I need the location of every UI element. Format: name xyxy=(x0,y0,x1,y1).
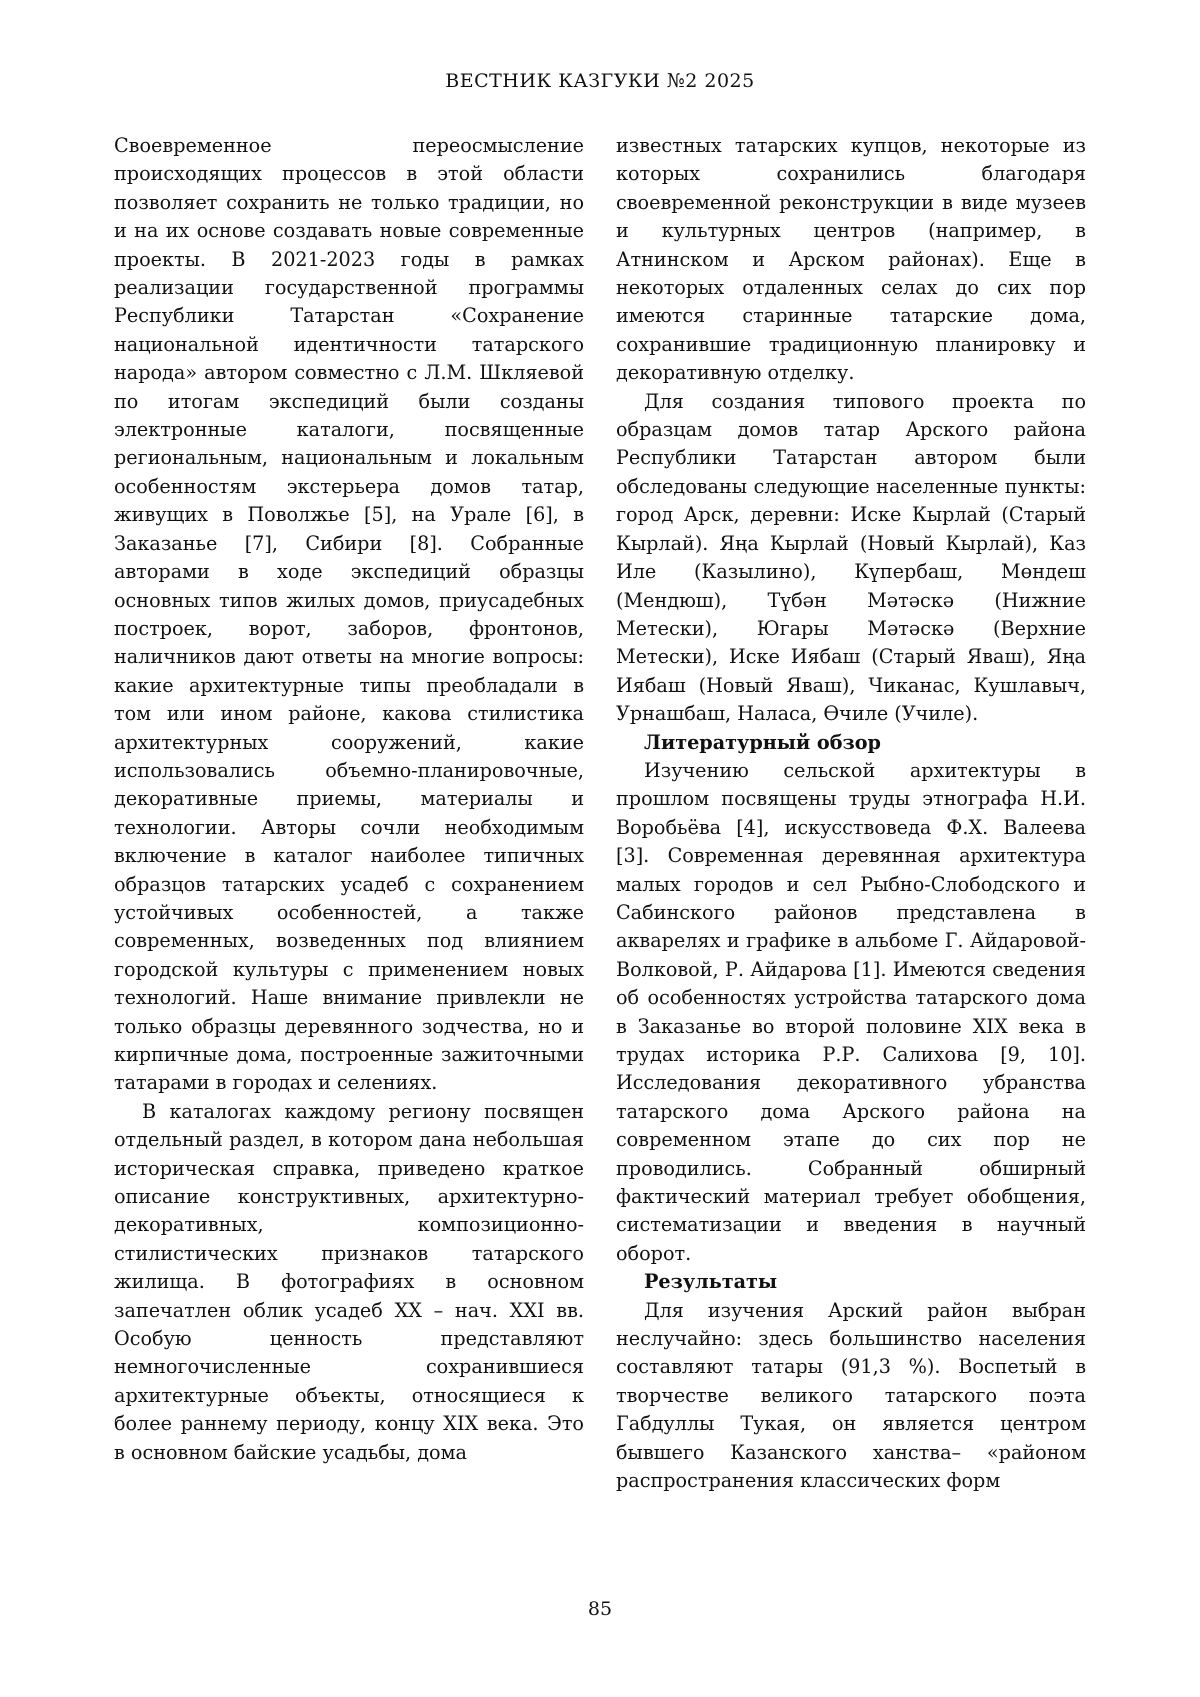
paragraph: Изучению сельской архитектуры в прошлом посвящены труды этнографа Н.И. Воробьёва [4], искусствоведа Ф.Х. Валеева [3]. Современная деревянная архитектура малых городов и сел Рыбно-Слободского и Сабинского районов представлена в акварелях и графике в альбоме Г. Айдаровой-Волковой, Р. Айдарова [1]. Имеются сведения об особенностях устройства татарского дома в Заказанье во второй половине XIX века в трудах историка Р.Р. Салихова [9, 10]. Исследования декоративного убранства татарского дома Арского района на современном этапе до сих пор не проводились. Собранный обширный фактический материал требует обобщения, систематизации и введения в научный оборот. xyxy=(616,758,1086,1265)
right-column xyxy=(616,132,1086,1496)
paragraph: Своевременное переосмысление происходящих процессов в этой области позволяет сохранить не только традиции, но и на их основе создавать новые современные проекты. В 2021-2023 годы в рамках реализации государственной программы Республики Татарстан «Сохранение национальной идентичности татарского народа» автором совместно с Л.М. Шкляевой по итогам экспедиций были созданы электронные каталоги, посвященные региональным, национальным и локальным особенностям экстерьера домов татар, живущих в Поволжье [5], на Урале [6], в Заказанье [7], Сибири [8]. Собранные авторами в ходе экспедиций образцы основных типов жилых домов, приусадебных построек, ворот, заборов, фронтонов, наличников дают ответы на многие вопросы: какие архитектурные типы преобладали в том или ином районе, какова стилистика архитектурных сооружений, какие использовались объемно-планировочные, декоративные приемы, материалы и технологии. Авторы сочли необходимым включение в каталог наиболее типичных образцов татарских усадеб с сохранением устойчивых особенностей, а также современных, возведенных под влиянием городской культуры с применением новых технологий. Наше внимание привлекли не только образцы деревянного зодчества, но и кирпичные дома, построенные зажиточными татарами в городах и селениях. xyxy=(114,134,584,1095)
section-heading-literature-review: Литературный обзор xyxy=(644,730,881,754)
paragraph: Для создания типового проекта по образцам домов татар Арского района Республики Татарстан автором были обследованы следующие населенные пункты: город Арск, деревни: Иске Кырлай (Старый Кырлай). Яңа Кырлай (Новый Кырлай), Каз Иле (Казылино), Күпербаш, Мөндеш (Мендюш), Түбән Мәтәскә (Нижние Метески), Югары Мәтәскә (Верхние Метески), Иске Иябаш (Старый Яваш), Яңа Иябаш (Новый Яваш), Чиканас, Кушлавыч, Урнашбаш, Наласа, Өчиле (Училе). xyxy=(616,389,1086,726)
page-number: 85 xyxy=(587,1598,613,1620)
paragraph: В каталогах каждому региону посвящен отдельный раздел, в котором дана небольшая историческая справка, приведено краткое описание конструктивных, архитектурно-декоративных, композиционно-стилистических признаков татарского жилища. В фотографиях в основном запечатлен облик усадеб XX – нач. XXI вв. Особую ценность представляют немногочисленные сохранившиеся архитектурные объекты, относящиеся к более раннему периоду, концу XIX века. Это в основном байские усадьбы, дома xyxy=(114,1099,584,1464)
running-header: ВЕСТНИК КАЗГУКИ №2 2025 xyxy=(445,70,755,92)
paragraph: Для изучения Арский район выбран неслучайно: здесь большинство населения составляют татары (91,3 %). Воспетый в творчестве великого татарского поэта Габдуллы Тукая, он является центром бывшего Казанского ханства– «районом распространения классических форм xyxy=(616,1298,1086,1493)
section-heading-results: Результаты xyxy=(644,1270,778,1294)
left-column xyxy=(114,132,584,1467)
paragraph: известных татарских купцов, некоторые из которых сохранились благодаря своевременной реконструкции в виде музеев и культурных центров (например, в Атнинском и Арском районах). Еще в некоторых отдаленных селах до сих пор имеются старинные татарские дома, сохранившие традиционную планировку и декоративную отделку. xyxy=(616,134,1086,385)
